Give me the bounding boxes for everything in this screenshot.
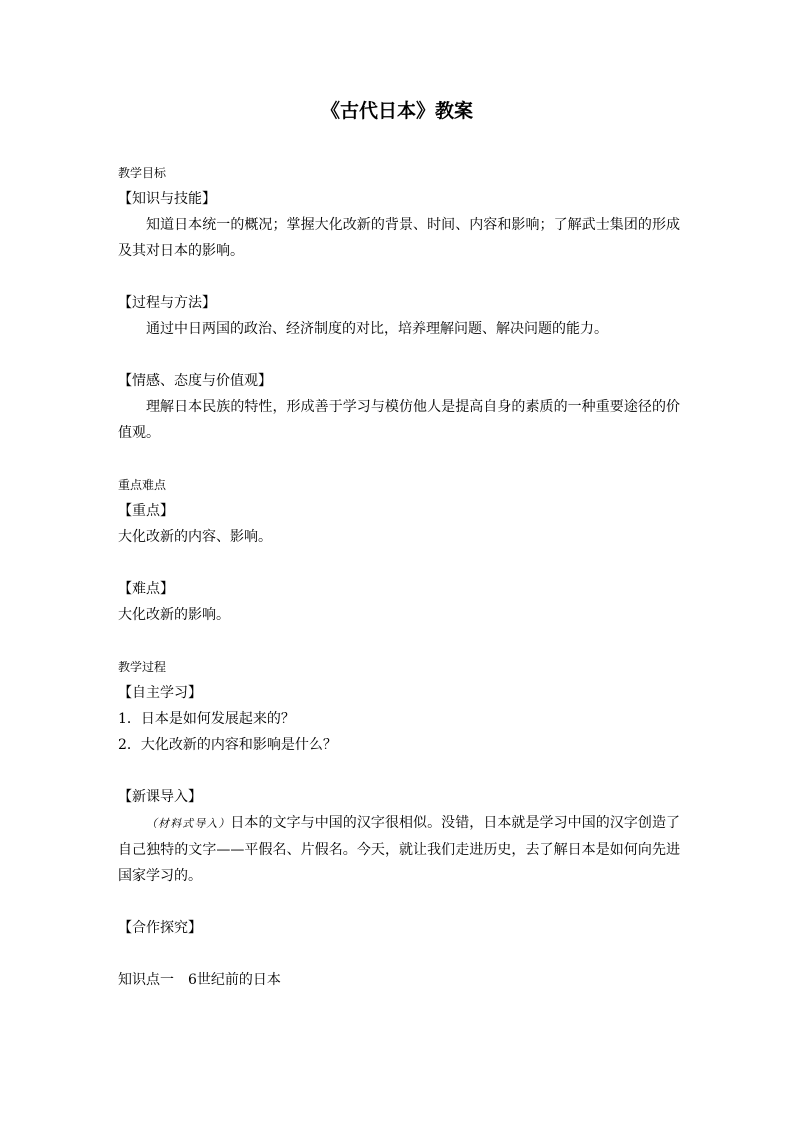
key-points-heading: 重点难点 [118,478,167,492]
document-body [118,160,680,993]
self-study-heading: 【自主学习】 [118,685,202,701]
teaching-process-heading: 教学过程 [118,660,167,674]
spacer [118,342,680,368]
knowledge-text: 知道日本统一的概况；掌握大化改新的背景、时间、内容和影响；了解武士集团的形成及其对日本的影响。 [118,217,680,259]
intro-heading: 【新课导入】 [118,789,202,805]
process-heading: 【过程与方法】 [118,295,216,311]
intro-prefix: （材料式导入） [146,817,231,830]
goals-heading: 教学目标 [118,166,167,180]
spacer [118,758,680,784]
spacer [118,550,680,576]
document-title: 《古代日本》教案 [320,100,473,122]
emotion-text: 理解日本民族的特性，形成善于学习与模仿他人是提高自身的素质的一种重要途径的价值观。 [118,399,680,441]
spacer [118,889,680,915]
difficult-heading: 【难点】 [118,581,174,597]
spacer [118,941,680,967]
coop-heading: 【合作探究】 [118,920,202,936]
knowledge-point-one: 知识点一 6世纪前的日本 [118,972,281,988]
self-study-question-1: 1．日本是如何发展起来的？ [118,711,295,727]
difficult-text: 大化改新的影响。 [118,607,230,623]
self-study-question-2: 2．大化改新的内容和影响是什么？ [118,737,337,753]
spacer [118,264,680,290]
process-text: 通过中日两国的政治、经济制度的对比，培养理解问题、解决问题的能力。 [146,321,608,337]
knowledge-heading: 【知识与技能】 [118,191,216,207]
spacer [118,446,680,472]
spacer [118,628,680,654]
intro-text: 日本的文字与中国的汉字很相似。没错，日本就是学习中国的汉字创造了自己独特的文字——平假名、片假名。今天，就让我们走进历史，去了解日本是如何向先进国家学习的。 [118,815,681,884]
key-text: 大化改新的内容、影响。 [118,529,272,545]
key-heading: 【重点】 [118,503,174,519]
intro-paragraph [118,810,680,889]
emotion-heading: 【情感、态度与价值观】 [118,373,272,389]
